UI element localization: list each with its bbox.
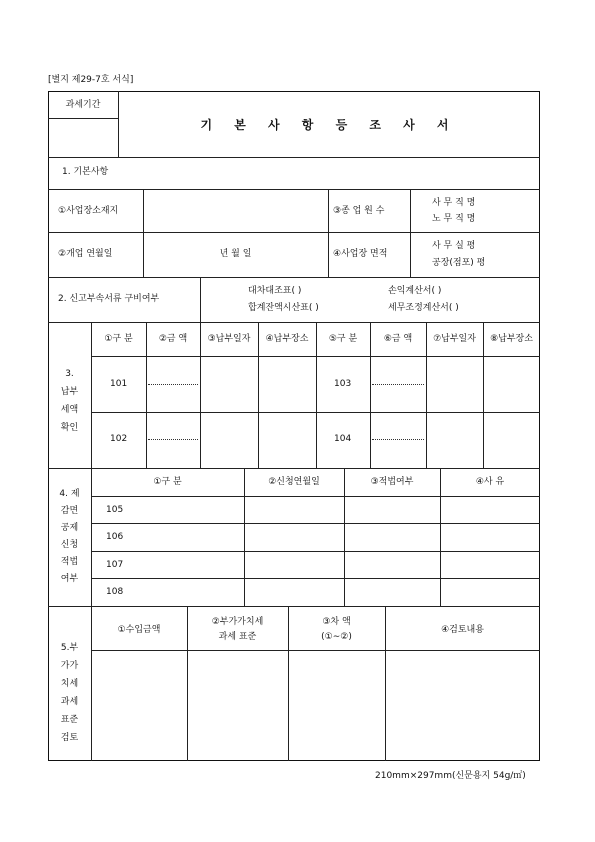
line [91, 412, 540, 413]
labor-staff-label: 노 무 직 명 [432, 214, 476, 224]
factory-label: 공장(점포) 평 [432, 258, 486, 268]
exemption-header: ③적법여부 [370, 477, 414, 487]
business-area-label: ④사업장 면적 [333, 249, 388, 259]
revenue-header: ①수입금액 [117, 625, 161, 635]
payment-header: ⑧납부장소 [490, 334, 533, 344]
line [328, 189, 329, 277]
payment-header: ⑦납부일자 [433, 334, 476, 344]
agency-label: 과세기간 [65, 100, 101, 110]
section-3-heading: 3. 납부 세액 확인 [60, 369, 79, 433]
payment-header: ①구 분 [104, 334, 133, 344]
line [91, 578, 540, 579]
dotted-divider [372, 384, 424, 385]
dotted-divider [372, 439, 424, 440]
payment-header: ④납부장소 [265, 334, 309, 344]
section-5-heading: 5.부 가가 치세 과세 표준 검토 [60, 643, 79, 743]
dotted-divider [148, 384, 198, 385]
row-code: 107 [106, 560, 124, 570]
exemption-header: ①구 분 [153, 477, 182, 487]
year-month-day: 년 월 일 [219, 249, 252, 259]
employee-count-label: ③종 업 원 수 [333, 206, 385, 216]
section-4-heading: 4. 제 감면 공제 신청 적법 여부 [59, 489, 80, 584]
dotted-divider [148, 439, 198, 440]
row-code: 102 [110, 434, 128, 444]
line [48, 322, 540, 323]
row-code: 104 [334, 434, 352, 444]
section-2-heading: 2. 신고부속서류 구비여부 [58, 294, 160, 304]
line [91, 523, 540, 524]
line [143, 189, 144, 277]
open-date-label: ②개업 연월일 [58, 249, 113, 259]
trial-balance-check: 합계잔액시산표( ) [248, 303, 319, 313]
line [48, 468, 540, 469]
section-1-heading: 1. 기본사항 [62, 167, 109, 177]
line [187, 606, 188, 761]
line [48, 277, 540, 278]
exemption-header: ②신청연월일 [268, 477, 320, 487]
line [48, 157, 540, 158]
line [91, 551, 540, 552]
line [91, 496, 540, 497]
office-room-label: 사 무 실 평 [432, 241, 476, 251]
line [48, 232, 540, 233]
payment-header: ③납부일자 [207, 334, 251, 344]
form-frame [48, 91, 540, 761]
row-code: 101 [110, 379, 128, 389]
form-reference: [별지 제29-7호 서식] [48, 75, 134, 85]
page-title: 기 본 사 항 등 조 사 서 [200, 118, 458, 132]
payment-header: ②금 액 [158, 334, 188, 344]
tax-adjustment-check: 세무조정계산서( ) [388, 303, 459, 313]
line [48, 118, 118, 119]
paper-spec: 210mm×297mm(신문용지 54g/㎡) [375, 771, 526, 781]
line [410, 189, 411, 277]
review-content-header: ④검토내용 [441, 625, 484, 635]
income-statement-check: 손익계산서( ) [388, 286, 442, 296]
line [244, 468, 245, 606]
office-staff-label: 사 무 직 명 [432, 198, 476, 208]
line [48, 606, 540, 607]
line [48, 189, 540, 190]
row-code: 106 [106, 532, 124, 542]
row-code: 103 [334, 379, 352, 389]
line [91, 468, 92, 606]
line [344, 468, 345, 606]
line [440, 468, 441, 606]
vat-base-header-2: 과세 표준 [218, 632, 257, 642]
balance-sheet-check: 대차대조표( ) [248, 286, 302, 296]
exemption-header: ④사 유 [475, 477, 505, 487]
payment-header: ⑤구 분 [328, 334, 358, 344]
vat-base-header: ②부가가치세 [211, 617, 264, 627]
line [91, 356, 540, 357]
difference-header: ③차 액 [322, 617, 351, 627]
payment-header: ⑥금 액 [383, 334, 413, 344]
line [91, 650, 540, 651]
difference-header-2: (①∼②) [321, 632, 352, 642]
line [200, 277, 201, 322]
row-code: 105 [106, 505, 124, 515]
line [288, 606, 289, 761]
row-code: 108 [106, 587, 124, 597]
business-location-label: ①사업장소재지 [58, 206, 119, 216]
